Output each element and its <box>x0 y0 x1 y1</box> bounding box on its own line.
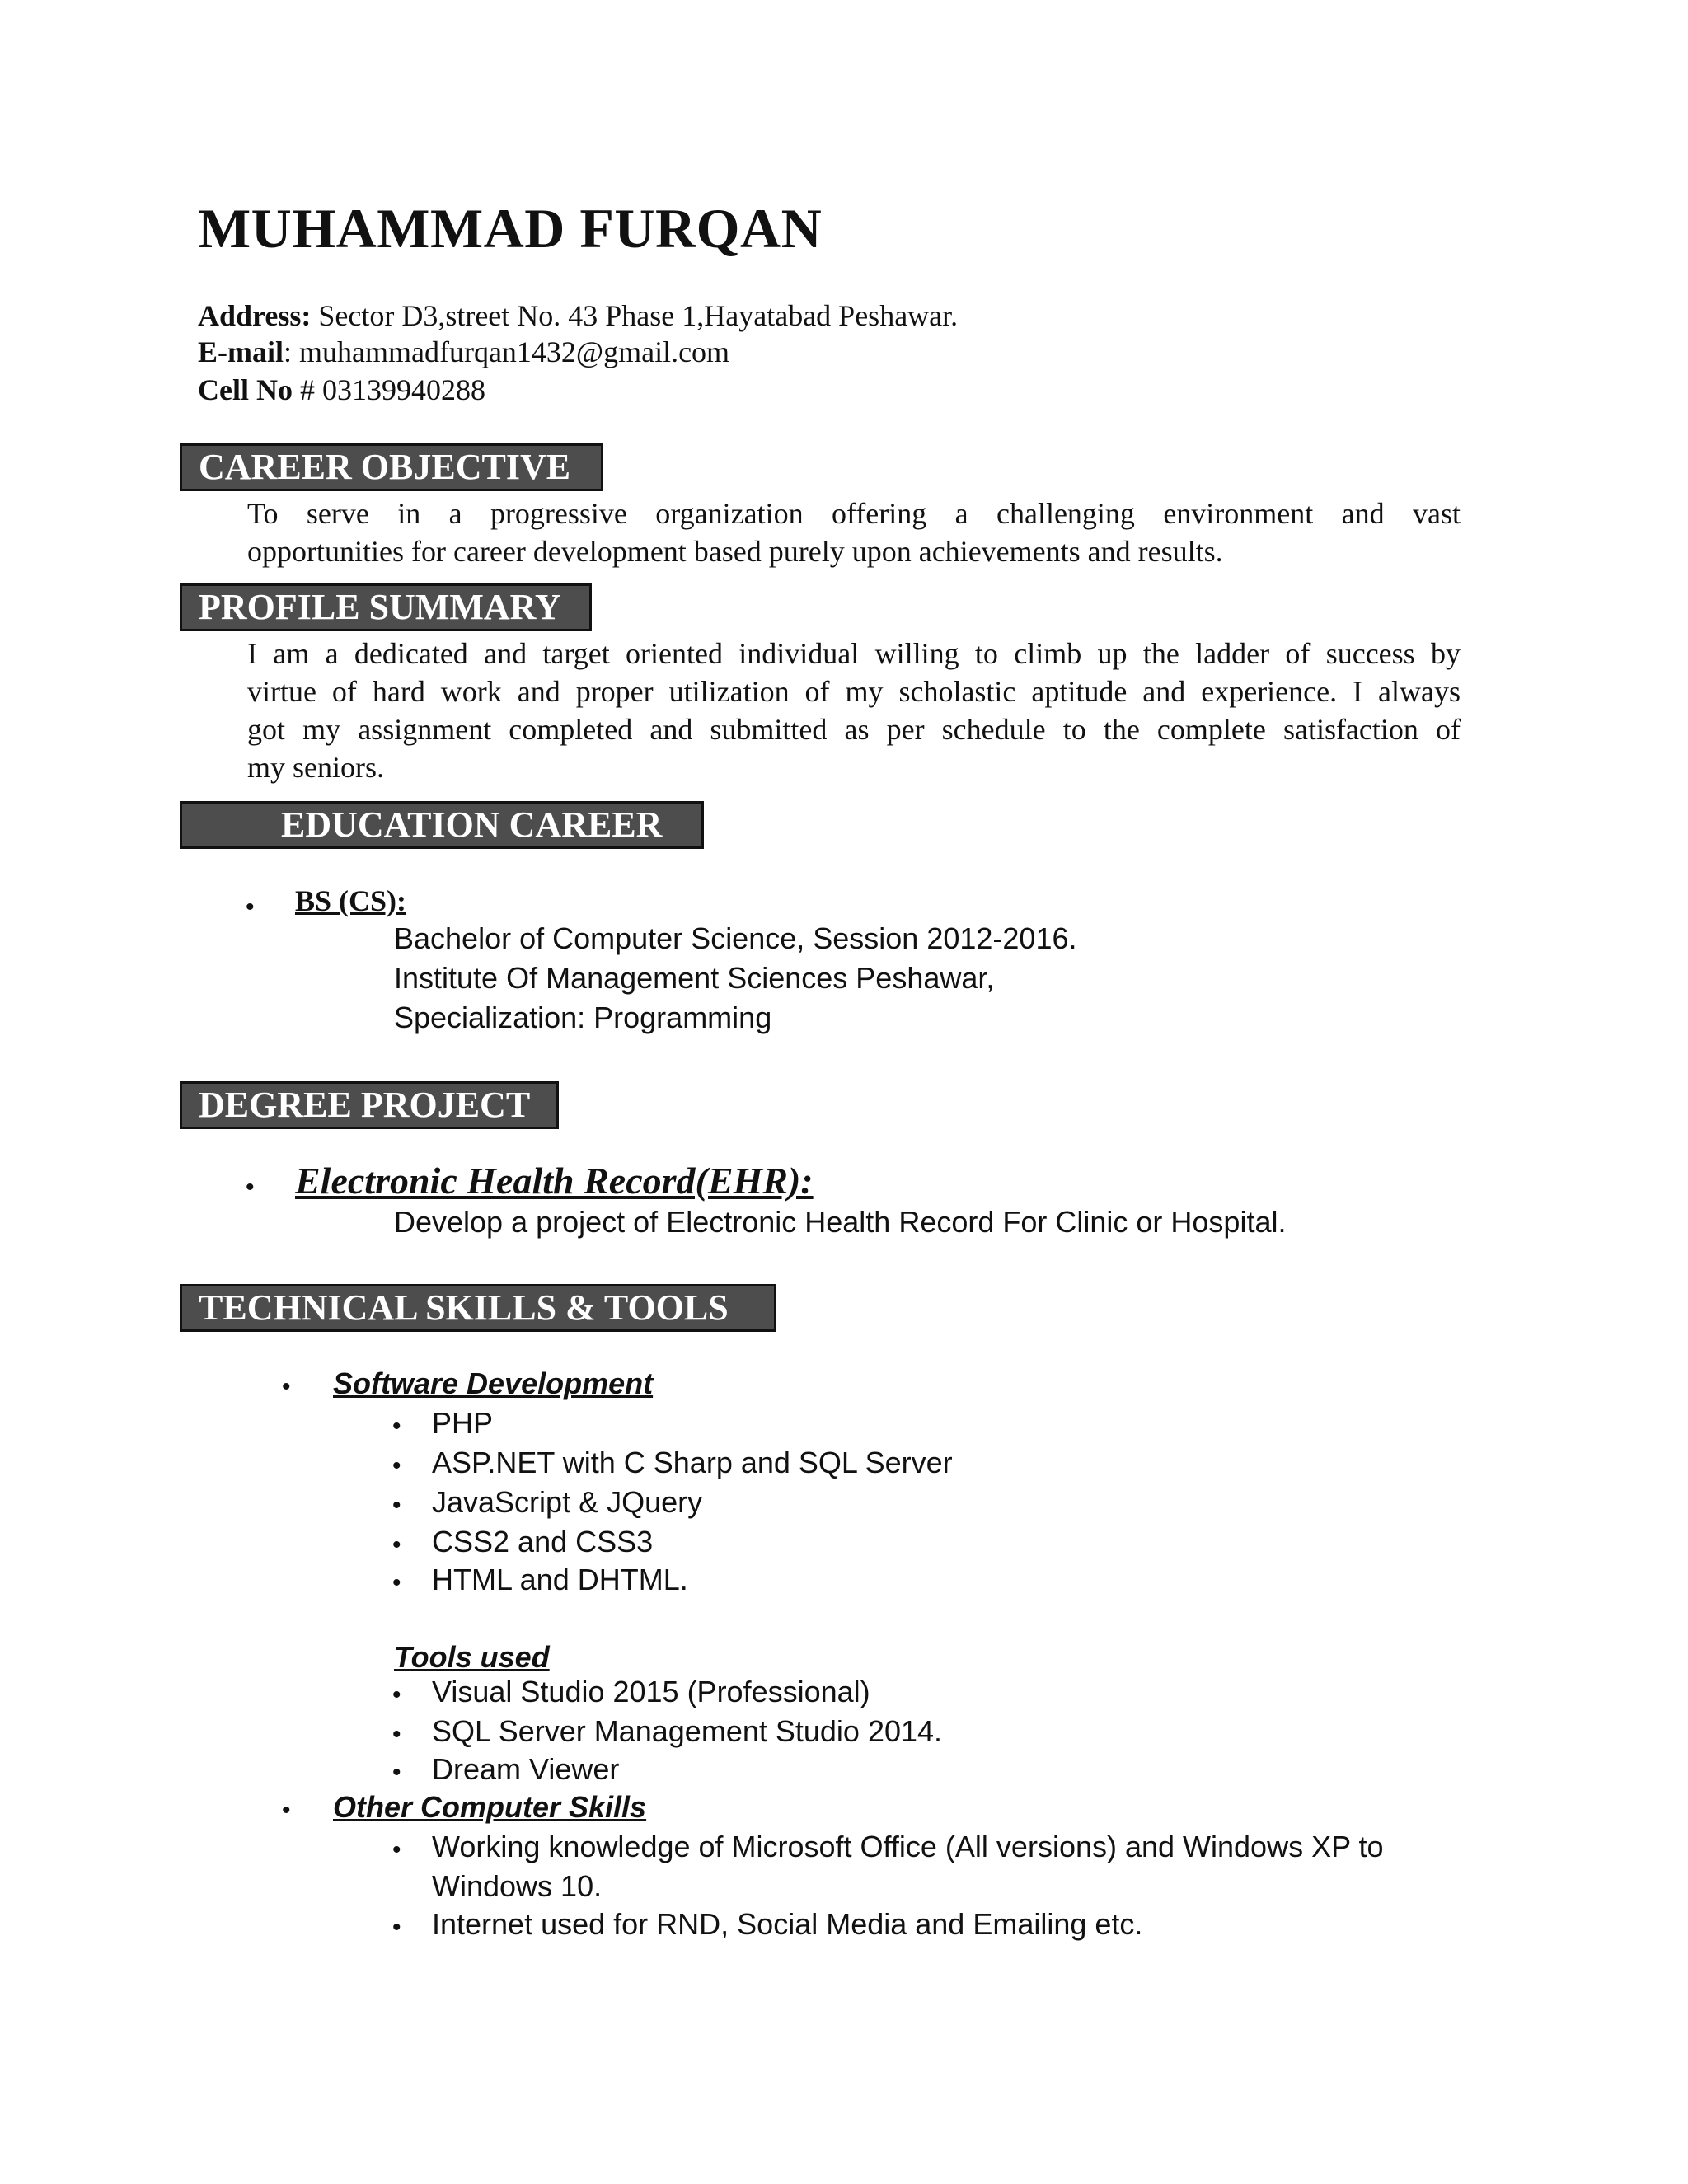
section-heading-education-career: EDUCATION CAREER <box>180 801 704 849</box>
software-development-title: Software Development <box>333 1366 654 1400</box>
tools-item: Dream Viewer <box>432 1752 620 1786</box>
career-objective-text <box>247 494 1461 570</box>
email-label: E-mail <box>198 335 284 368</box>
bullet-icon: • <box>246 1174 255 1201</box>
career-line: To serve in a progressive organization offering a challenging environment and vast <box>247 497 1461 530</box>
bullet-icon: • <box>246 893 255 921</box>
bullet-icon: • <box>392 1836 401 1863</box>
bullet-icon: • <box>392 1452 401 1479</box>
email-line <box>198 335 729 369</box>
profile-line: I am a dedicated and target oriented individual willing to climb up the ladder of success by <box>247 637 1461 670</box>
bullet-icon: • <box>392 1531 401 1558</box>
profile-line: my seniors. <box>247 751 384 784</box>
tools-item: SQL Server Management Studio 2014. <box>432 1714 943 1748</box>
software-item: HTML and DHTML. <box>432 1563 688 1596</box>
education-line: Bachelor of Computer Science, Session 2012-2016. <box>394 921 1077 955</box>
other-computer-skills-title: Other Computer Skills <box>333 1790 647 1824</box>
profile-line: got my assignment completed and submitted as per schedule to the complete satisfaction of <box>247 713 1461 746</box>
cell-label: Cell No <box>198 373 293 406</box>
cell-value: 03139940288 <box>321 373 485 406</box>
bullet-icon: • <box>392 1492 401 1519</box>
bullet-icon: • <box>392 1681 401 1708</box>
tools-used-title: Tools used <box>394 1640 550 1674</box>
other-skill-item: Internet used for RND, Social Media and Emailing etc. <box>432 1907 1143 1941</box>
bullet-icon: • <box>392 1759 401 1786</box>
software-item: CSS2 and CSS3 <box>432 1525 654 1558</box>
software-item: JavaScript & JQuery <box>432 1485 703 1519</box>
project-description: Develop a project of Electronic Health Record For Clinic or Hospital. <box>394 1205 1287 1239</box>
profile-summary-text <box>247 635 1461 786</box>
bullet-icon: • <box>392 1569 401 1596</box>
section-heading-technical-skills: TECHNICAL SKILLS & TOOLS <box>180 1284 776 1332</box>
section-heading-degree-project: DEGREE PROJECT <box>180 1081 559 1129</box>
tools-item: Visual Studio 2015 (Professional) <box>432 1675 870 1708</box>
career-line: opportunities for career development based purely upon achievements and results. <box>247 535 1223 568</box>
degree-title: BS (CS): <box>295 884 407 917</box>
email-value: muhammadfurqan1432@gmail.com <box>299 335 730 368</box>
software-item: PHP <box>432 1406 494 1440</box>
bullet-icon: • <box>392 1413 401 1440</box>
cell-line <box>198 373 485 407</box>
address-value: Sector D3,street No. 43 Phase 1,Hayatabad Peshawar. <box>318 299 959 332</box>
bullet-icon: • <box>282 1797 291 1824</box>
bullet-icon: • <box>392 1721 401 1748</box>
education-line: Specialization: Programming <box>394 1001 772 1034</box>
section-heading-profile-summary: PROFILE SUMMARY <box>180 583 592 631</box>
cell-separator: # <box>299 373 315 406</box>
address-line <box>198 298 958 333</box>
section-heading-career-objective: CAREER OBJECTIVE <box>180 443 603 491</box>
software-item: ASP.NET with C Sharp and SQL Server <box>432 1446 953 1479</box>
candidate-name: MUHAMMAD FURQAN <box>198 197 823 260</box>
project-title: Electronic Health Record(EHR): <box>295 1160 814 1202</box>
bullet-icon: • <box>392 1914 401 1941</box>
address-label: Address: <box>198 299 312 332</box>
education-line: Institute Of Management Sciences Peshawar, <box>394 961 995 995</box>
email-separator: : <box>284 335 293 368</box>
bullet-icon: • <box>282 1373 291 1400</box>
other-skill-item: Working knowledge of Microsoft Office (All versions) and Windows XP to <box>432 1830 1384 1863</box>
profile-line: virtue of hard work and proper utilization of my scholastic aptitude and experience. I always <box>247 675 1461 708</box>
other-skill-item-continued: Windows 10. <box>432 1869 603 1903</box>
